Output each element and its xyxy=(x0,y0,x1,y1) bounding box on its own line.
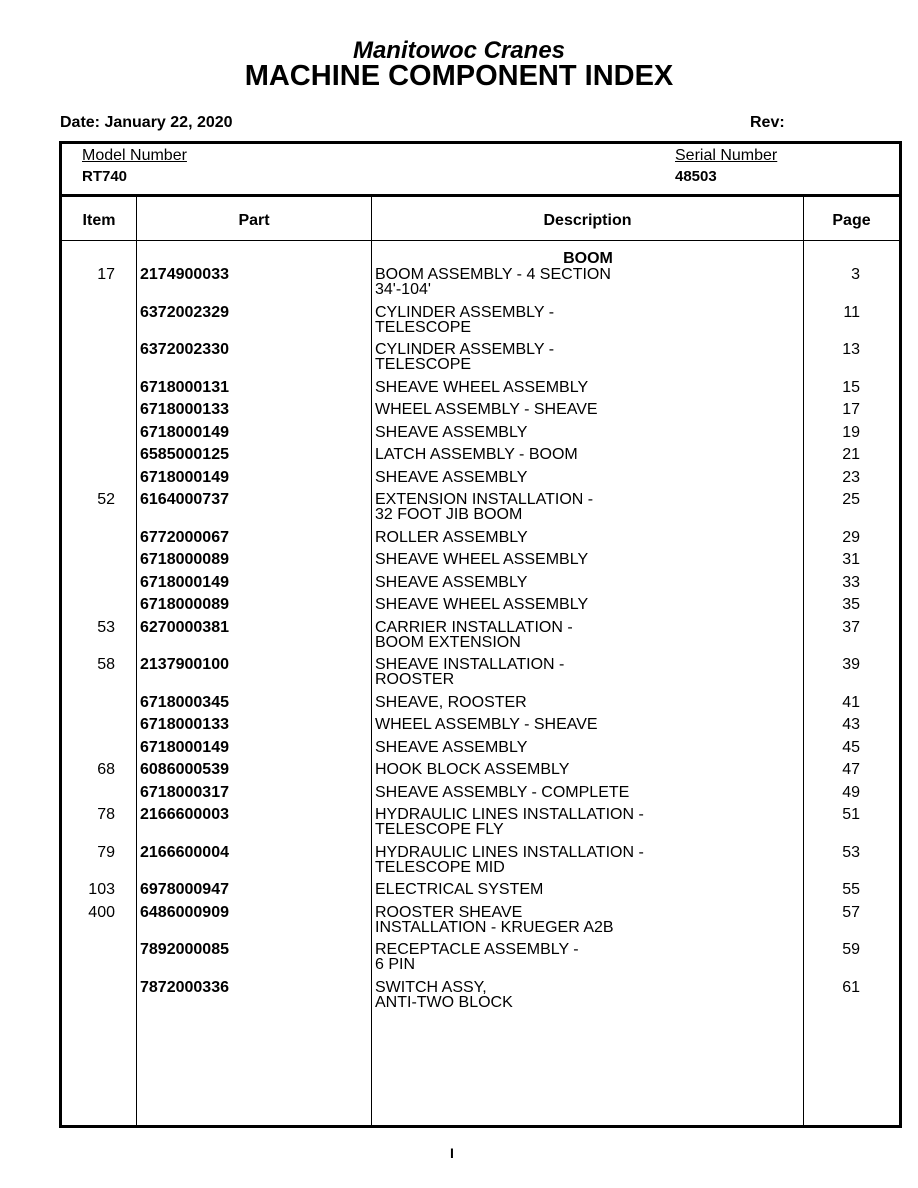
page-number-cell: 57 xyxy=(842,903,860,921)
description-line-1: HOOK BLOCK ASSEMBLY xyxy=(375,761,570,778)
item-number: 58 xyxy=(97,656,115,673)
description-line-1: SHEAVE ASSEMBLY xyxy=(375,468,528,486)
description-line-2: INSTALLATION - KRUEGER A2B xyxy=(375,918,614,936)
item-number: 52 xyxy=(97,491,115,508)
item-number: 79 xyxy=(97,843,115,861)
description-line-1: CYLINDER ASSEMBLY - xyxy=(375,303,555,321)
part-number: 6718000131 xyxy=(140,378,229,396)
part-number: 6718000133 xyxy=(140,401,229,418)
description-line-1: SHEAVE ASSEMBLY xyxy=(375,738,528,756)
description-line-1: WHEEL ASSEMBLY - SHEAVE xyxy=(375,716,598,733)
description-line-2: 6 PIN xyxy=(375,956,416,973)
page-number-cell: 25 xyxy=(842,491,860,508)
page-number-cell: 11 xyxy=(843,303,860,321)
item-number: 103 xyxy=(88,881,115,898)
page-number-cell: 23 xyxy=(842,468,860,486)
description-line-2: 34'-104' xyxy=(375,281,431,298)
description-line-2: TELESCOPE xyxy=(375,356,472,373)
page-number-cell: 29 xyxy=(842,528,860,546)
description-line-1: CYLINDER ASSEMBLY - xyxy=(375,341,555,358)
description-line-1: EXTENSION INSTALLATION - xyxy=(375,491,594,508)
part-number: 6718000089 xyxy=(140,551,229,568)
description-line-1: SHEAVE ASSEMBLY xyxy=(375,573,528,591)
description-line-1: HYDRAULIC LINES INSTALLATION - xyxy=(375,843,644,861)
description-line-1: HYDRAULIC LINES INSTALLATION - xyxy=(375,806,644,823)
model-number-label: Model Number xyxy=(82,147,187,164)
part-number: 6718000133 xyxy=(140,716,229,733)
part-number: 7872000336 xyxy=(140,978,229,996)
part-number: 6164000737 xyxy=(140,491,229,508)
item-number: 400 xyxy=(88,903,115,921)
page-number-cell: 31 xyxy=(842,551,860,568)
description-line-1: ROLLER ASSEMBLY xyxy=(375,528,528,546)
description-line-1: SHEAVE INSTALLATION - xyxy=(375,656,565,673)
part-number: 6718000149 xyxy=(140,738,229,756)
page-number-cell: 55 xyxy=(842,881,860,898)
column-divider xyxy=(136,197,137,1125)
description-line-2: TELESCOPE FLY xyxy=(375,821,504,838)
header-divider xyxy=(62,194,899,197)
page-number-cell: 33 xyxy=(842,573,860,591)
document-title: MACHINE COMPONENT INDEX xyxy=(244,60,674,92)
page-number-cell: 37 xyxy=(842,618,860,636)
page-number-cell: 43 xyxy=(842,716,860,733)
page-number-cell: 13 xyxy=(842,341,860,358)
date-label: Date: January 22, 2020 xyxy=(60,114,233,131)
item-number: 78 xyxy=(97,806,115,823)
column-header-description: Description xyxy=(543,212,632,229)
part-number: 2137900100 xyxy=(140,656,229,673)
part-number: 6086000539 xyxy=(140,761,229,778)
description-line-1: SHEAVE WHEEL ASSEMBLY xyxy=(375,551,589,568)
page-number-cell: 61 xyxy=(842,978,860,996)
part-number: 2174900033 xyxy=(140,266,229,283)
description-line-1: WHEEL ASSEMBLY - SHEAVE xyxy=(375,401,598,418)
part-number: 6372002329 xyxy=(140,303,229,321)
column-header-page: Page xyxy=(832,212,871,229)
model-number-value: RT740 xyxy=(82,168,128,185)
part-number: 6718000317 xyxy=(140,783,229,801)
part-number: 6585000125 xyxy=(140,446,229,463)
description-line-1: RECEPTACLE ASSEMBLY - xyxy=(375,941,579,958)
page-number-cell: 41 xyxy=(842,693,860,711)
item-number: 53 xyxy=(97,618,115,636)
description-line-2: ROOSTER xyxy=(375,671,455,688)
serial-number-label: Serial Number xyxy=(675,147,778,164)
item-number: 68 xyxy=(97,761,115,778)
description-line-1: SHEAVE WHEEL ASSEMBLY xyxy=(375,378,589,396)
description-line-1: SWITCH ASSY, xyxy=(375,978,487,996)
part-number: 6718000149 xyxy=(140,573,229,591)
page-number-cell: 21 xyxy=(842,446,860,463)
description-line-2: ANTI-TWO BLOCK xyxy=(375,993,513,1011)
part-number: 6978000947 xyxy=(140,881,229,898)
page-number-cell: 17 xyxy=(842,401,860,418)
description-line-1: ELECTRICAL SYSTEM xyxy=(375,881,544,898)
page-number-cell: 47 xyxy=(842,761,860,778)
part-number: 6718000345 xyxy=(140,693,229,711)
description-line-1: SHEAVE, ROOSTER xyxy=(375,693,527,711)
description-line-1: SHEAVE ASSEMBLY - COMPLETE xyxy=(375,783,630,801)
page-number-cell: 35 xyxy=(842,596,860,613)
part-number: 6270000381 xyxy=(140,618,229,636)
part-number: 6718000149 xyxy=(140,468,229,486)
page-number-cell: 51 xyxy=(842,806,860,823)
column-header-divider xyxy=(62,240,899,241)
description-line-2: BOOM EXTENSION xyxy=(375,633,521,651)
company-name: Manitowoc Cranes xyxy=(352,37,566,64)
column-header-item: Item xyxy=(82,212,116,229)
page-number-cell: 3 xyxy=(851,266,860,283)
part-number: 6372002330 xyxy=(140,341,229,358)
page-number-cell: 49 xyxy=(842,783,860,801)
column-header-part: Part xyxy=(238,212,270,229)
part-number: 2166600004 xyxy=(140,843,229,861)
part-number: 7892000085 xyxy=(140,941,229,958)
description-line-1: LATCH ASSEMBLY - BOOM xyxy=(375,446,578,463)
part-number: 6486000909 xyxy=(140,903,229,921)
description-line-1: CARRIER INSTALLATION - xyxy=(375,618,573,636)
part-number: 6772000067 xyxy=(140,528,229,546)
part-number: 6718000149 xyxy=(140,423,229,441)
column-divider xyxy=(803,197,804,1125)
column-divider xyxy=(371,197,372,1125)
page-number-cell: 15 xyxy=(842,378,860,396)
description-line-1: SHEAVE ASSEMBLY xyxy=(375,423,528,441)
description-line-2: TELESCOPE xyxy=(375,318,472,336)
page-number-cell: 53 xyxy=(842,843,860,861)
serial-number-value: 48503 xyxy=(675,168,717,185)
page-number: I xyxy=(450,1145,454,1161)
page-number-cell: 45 xyxy=(842,738,860,756)
rev-label: Rev: xyxy=(750,114,785,131)
page-number-cell: 39 xyxy=(842,656,860,673)
description-line-2: TELESCOPE MID xyxy=(375,858,505,876)
description-line-1: SHEAVE WHEEL ASSEMBLY xyxy=(375,596,589,613)
description-line-2: 32 FOOT JIB BOOM xyxy=(375,506,523,523)
page-number-cell: 59 xyxy=(842,941,860,958)
part-number: 6718000089 xyxy=(140,596,229,613)
description-line-1: ROOSTER SHEAVE xyxy=(375,903,523,921)
section-title: BOOM xyxy=(563,250,613,267)
item-number: 17 xyxy=(97,266,115,283)
page-number-cell: 19 xyxy=(842,423,860,441)
part-number: 2166600003 xyxy=(140,806,229,823)
description-line-1: BOOM ASSEMBLY - 4 SECTION xyxy=(375,266,611,283)
index-table-frame xyxy=(59,141,902,1128)
